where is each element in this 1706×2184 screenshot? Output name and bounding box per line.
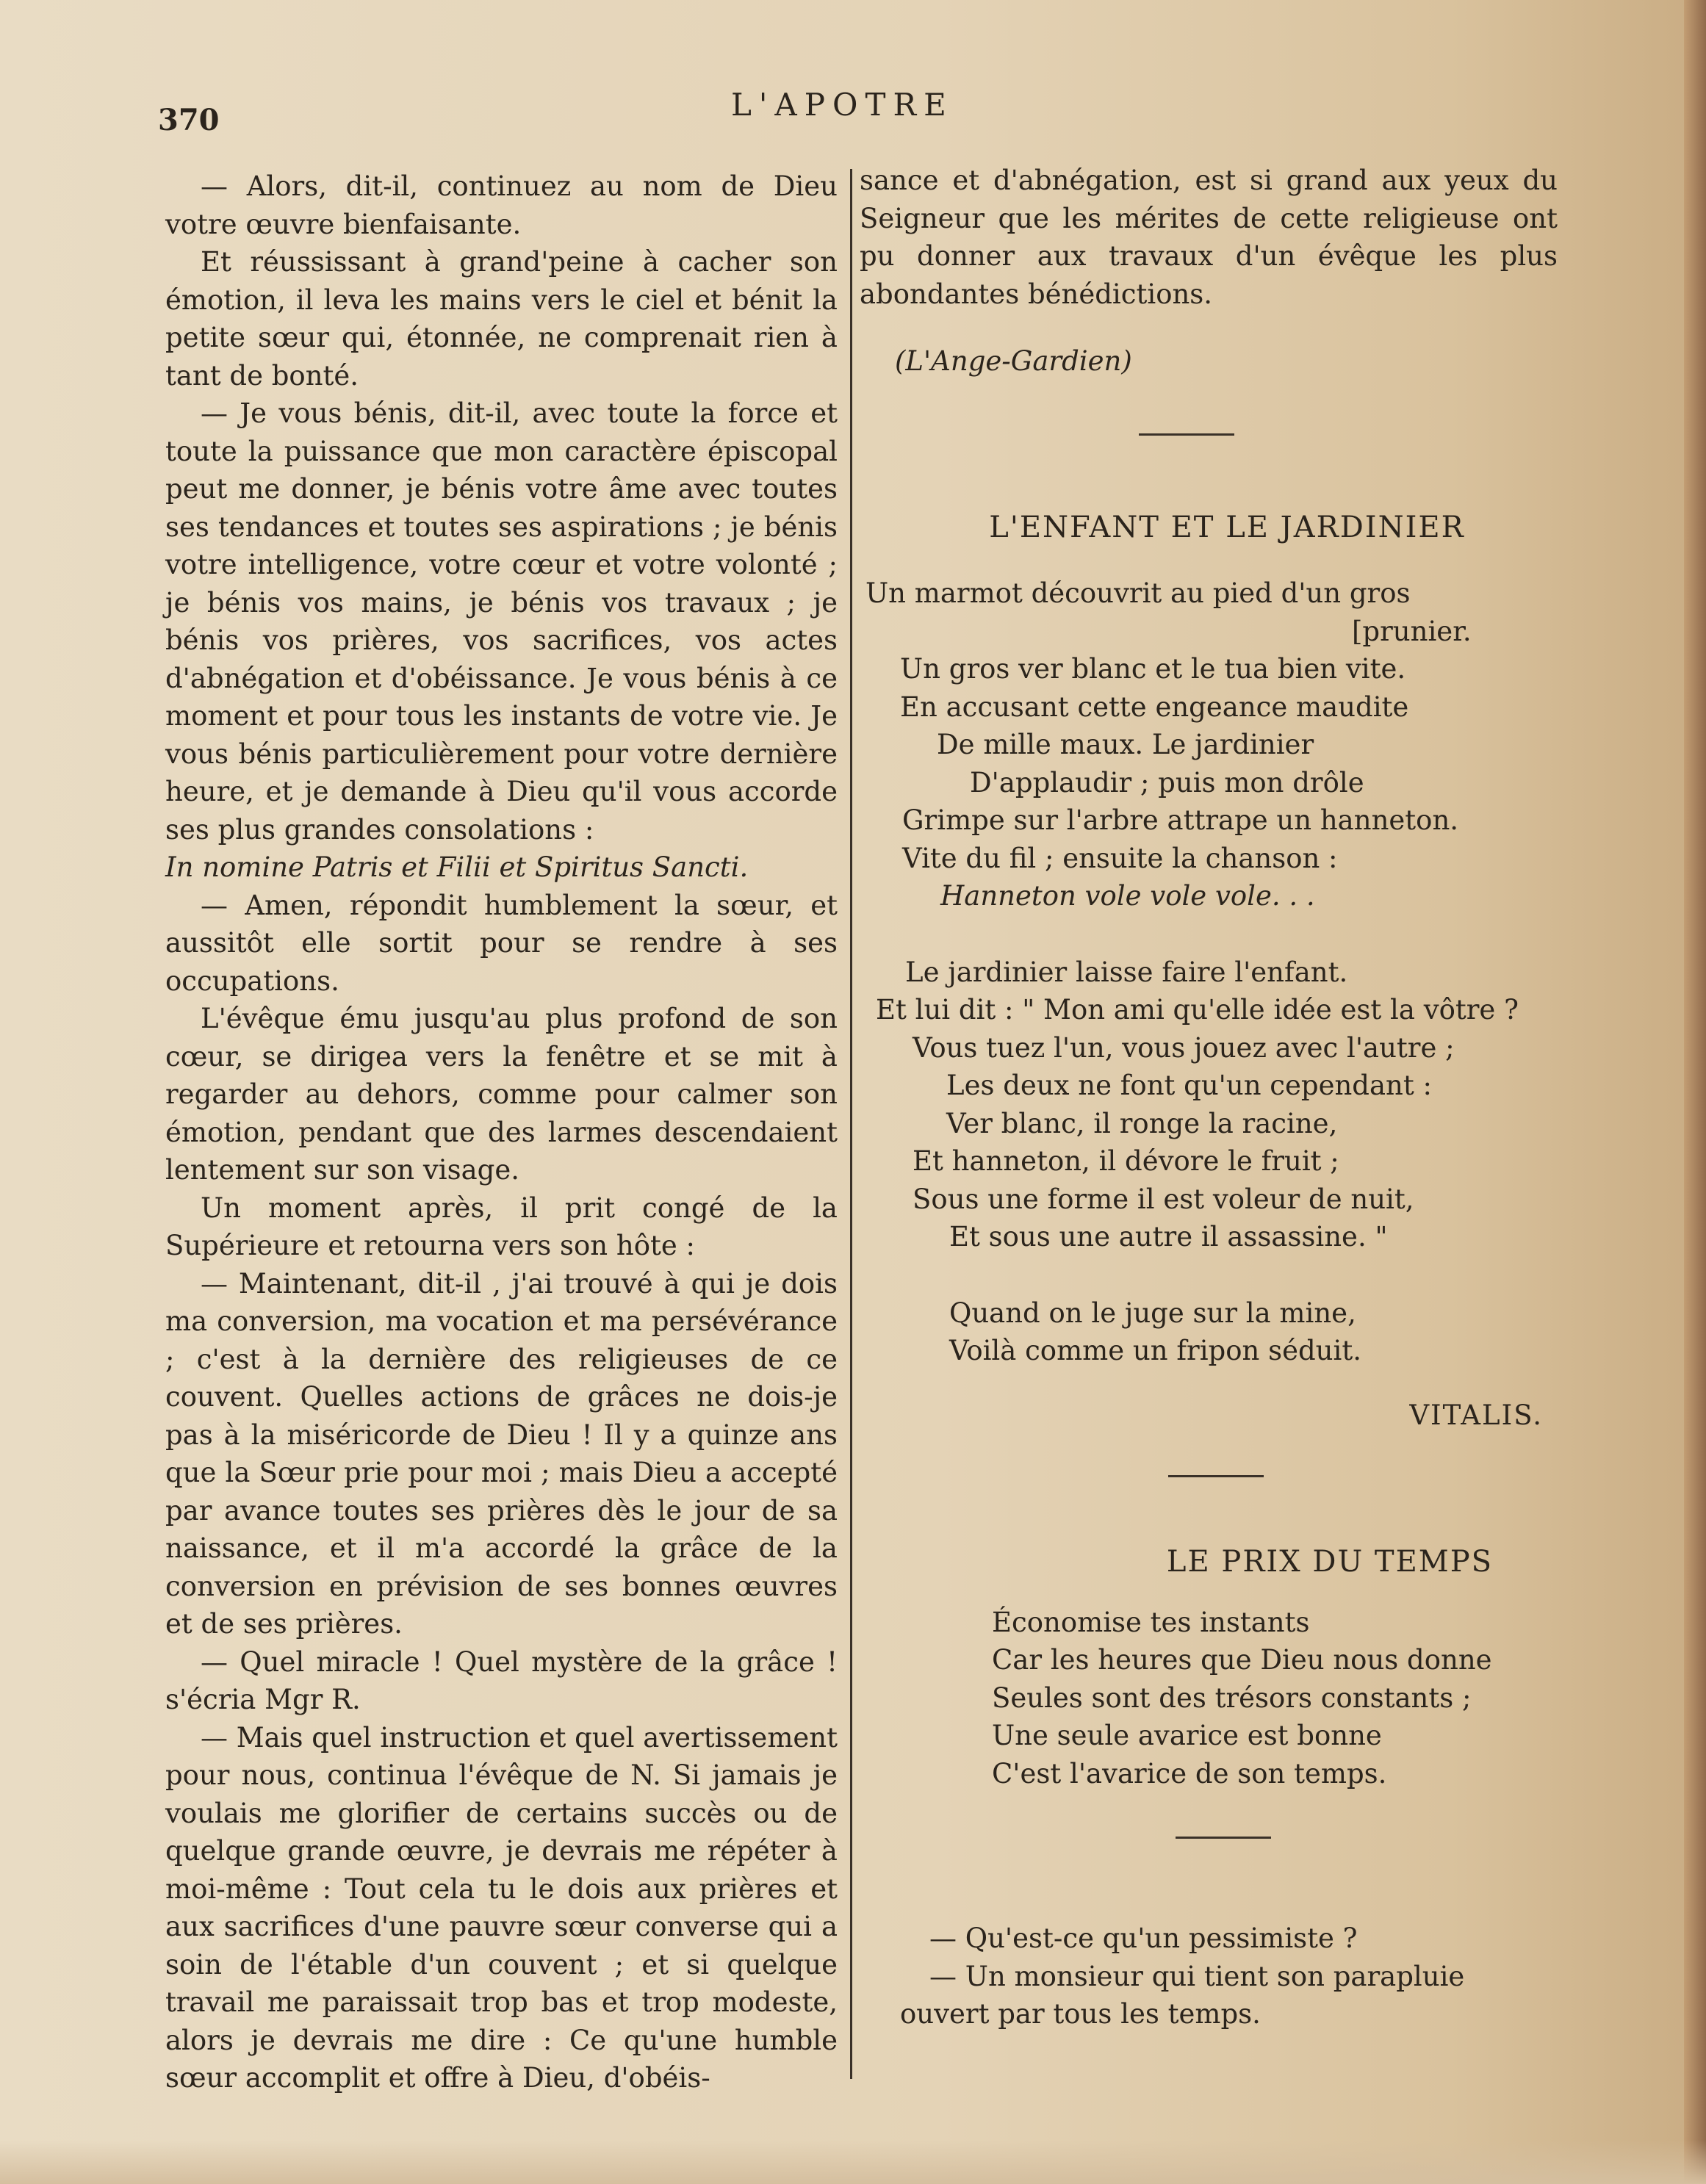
running-title: L'APOTRE [731, 87, 954, 123]
poem-line: Un gros ver blanc et le tua bien vite. [900, 653, 1406, 685]
poem-line: Et lui dit : " Mon ami qu'elle idée est la vôtre ? [876, 994, 1519, 1026]
left-column [165, 167, 838, 2097]
poem-line: Le jardinier laisse faire l'enfant. [905, 956, 1348, 988]
dialogue-line: ouvert par tous les temps. [900, 1998, 1261, 2030]
paragraph: — Amen, répondit humblement la sœur, et aussitôt elle sortit pour se rendre à ses occupations. [165, 889, 838, 997]
page-header [158, 87, 1657, 137]
poem-line: Car les heures que Dieu nous donne [992, 1644, 1492, 1676]
page-bottom-edge [0, 2140, 1706, 2184]
poem-line: Les deux ne font qu'un cependant : [946, 1070, 1432, 1101]
poem-line: Un marmot découvrit au pied d'un gros [865, 577, 1411, 609]
paragraph: — Maintenant, dit-il , j'ai trouvé à qui je dois ma conversion, ma vocation et ma persévérance ; c'est à la dernière des religieuses de ce couvent. Quelles actions de grâces ne dois-je pas à la miséricorde de Dieu ! Il y a quinze ans que la Sœur prie pour moi ; mais Dieu a accepté par avance toutes ses prières dès le jour de sa naissance, et il m'a accordé la grâce de la conversion en prévision de ses bonnes œuvres et de ses prières. [165, 1267, 838, 1640]
paragraph: Et réussissant à grand'peine à cacher son émotion, il leva les mains vers le ciel et bénit la petite sœur qui, étonnée, ne comprenait rien à tant de bonté. [165, 246, 838, 392]
poem-line: Une seule avarice est bonne [992, 1720, 1382, 1751]
page-edge-shadow [1684, 0, 1706, 2184]
poem-enfant-jardinier [860, 574, 1638, 1434]
right-column [860, 162, 1638, 2033]
poem-line: Quand on le juge sur la mine, [949, 1297, 1356, 1329]
poem-line: [prunier. [1352, 615, 1472, 647]
poem-line: D'applaudir ; puis mon drôle [970, 766, 1364, 799]
joke-dialogue [860, 1920, 1638, 2033]
poem-line: Ver blanc, il ronge la racine, [946, 1107, 1338, 1139]
paragraph: L'évêque ému jusqu'au plus profond de son cœur, se dirigea vers la fenêtre et se mit à regarder au dehors, comme pour calmer son émotion, pendant que des larmes descendaient lentement sur son visage. [165, 1003, 838, 1186]
poem-line: En accusant cette engeance maudite [900, 691, 1409, 723]
poem-line: De mille maux. Le jardinier [937, 729, 1314, 760]
paragraph: Un moment après, il prit congé de la Supérieure et retourna vers son hôte : [165, 1192, 838, 1261]
poem-author: VITALIS. [1409, 1399, 1543, 1431]
poem-line: Économise tes instants [992, 1606, 1310, 1638]
poem-line: Et sous une autre il assassine. " [949, 1221, 1388, 1253]
dialogue-line: — Qu'est-ce qu'un pessimiste ? [929, 1922, 1358, 1954]
poem-title: LE PRIX DU TEMPS [1166, 1545, 1494, 1579]
poem-line: Vous tuez l'un, vous jouez avec l'autre ; [913, 1031, 1455, 1064]
poem-line: Grimpe sur l'arbre attrape un hanneton. [902, 804, 1459, 836]
poem-line: Seules sont des trésors constants ; [992, 1682, 1472, 1714]
poem-line: Et hanneton, il dévore le fruit ; [913, 1145, 1339, 1177]
poem-title: L'ENFANT ET LE JARDINIER [989, 510, 1465, 544]
poem-line: Hanneton vole vole vole. . . [940, 880, 1315, 912]
poem-line: C'est l'avarice de son temps. [992, 1757, 1387, 1790]
paragraph: — Je vous bénis, dit-il, avec toute la force et toute la puissance que mon caractère épiscopal peut me donner, je bénis votre âme avec toutes ses tendances et toutes ses aspirations ; je bénis votre intelligence, votre cœur et votre volonté ; je bénis vos mains, je bénis vos travaux ; je bénis vos prières, vos sacrifices, vos actes d'abnégation et d'obéissance. Je vous bénis à ce moment et pour tous les instants de votre vie. Je vous bénis particulièrement pour votre dernière heure, et je demande à Dieu qu'il vous accorde ses plus grandes consolations : [165, 397, 838, 846]
column-divider [850, 169, 852, 2079]
source-citation: (L'Ange-Gardien) [895, 345, 1132, 377]
poem-line: Vite du fil ; ensuite la chanson : [902, 842, 1338, 874]
poem-line: Voilà comme un fripon séduit. [949, 1335, 1361, 1366]
continued-paragraph: sance et d'abnégation, est si grand aux yeux du Seigneur que les mérites de cette religieuse ont pu donner aux travaux d'un évêque les plus abondantes bénédictions. [860, 165, 1558, 310]
dialogue-line: — Un monsieur qui tient son parapluie [929, 1960, 1465, 1992]
paragraph: — Quel miracle ! Quel mystère de la grâce ! s'écria Mgr R. [165, 1646, 838, 1715]
paragraph: — Alors, dit-il, continuez au nom de Dieu votre œuvre bienfaisante. [165, 170, 838, 240]
latin-blessing: In nomine Patris et Filii et Spiritus Sancti. [165, 851, 749, 883]
paragraph: — Mais quel instruction et quel avertissement pour nous, continua l'évêque de N. Si jamais je voulais me glorifier de certains succès ou de quelque grande œuvre, je devrais me répéter à moi-même : Tout cela tu le dois aux prières et aux sacrifices d'une pauvre sœur converse qui a soin de l'étable d'un couvent ; et si quelque travail me paraissait trop bas et trop modeste, alors je devrais me dire : Ce qu'une humble sœur accomplit et offre à Dieu, d'obéis- [165, 1721, 838, 2094]
page-number: 370 [158, 103, 220, 137]
poem-prix-du-temps [860, 1604, 1638, 1793]
poem-line: Sous une forme il est voleur de nuit, [913, 1183, 1414, 1215]
